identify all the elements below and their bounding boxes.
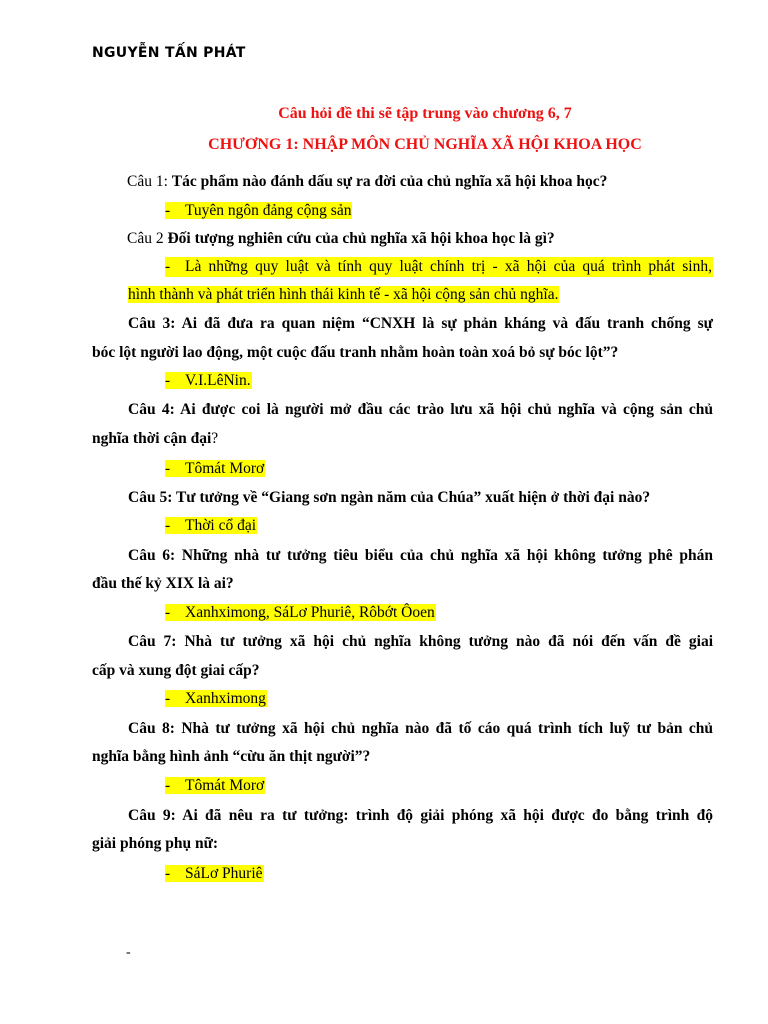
answer-dash: - — [165, 865, 171, 882]
exam-note: Câu hỏi đề thi sẽ tập trung vào chương 6, 7 — [278, 105, 572, 122]
answer-dash: - — [165, 777, 171, 794]
question-6-line-2: đầu thế kỷ XIX là ai? — [92, 575, 234, 592]
question-7-line-2: cấp và xung đột giai cấp? — [92, 662, 260, 679]
question-2 — [127, 229, 555, 249]
question-text: Tác phẩm nào đánh dấu sự ra đời của chủ nghĩa xã hội khoa học? — [171, 173, 608, 190]
answer-dash: - — [165, 517, 171, 534]
answer-dash: - — [165, 604, 171, 621]
answer-text: Tuyên ngôn đảng cộng sản — [185, 202, 352, 219]
answer-text: Thời cổ đại — [185, 517, 257, 534]
question-1 — [127, 172, 607, 192]
answer-dash: - — [165, 372, 171, 389]
stray-dash: - — [126, 945, 131, 960]
answer-text: V.I.LêNin. — [185, 372, 251, 389]
answer-5 — [165, 516, 257, 536]
question-6-line-1: Câu 6: Những nhà tư tưởng tiêu biểu của chủ nghĩa xã hội không tưởng phê phán — [128, 547, 713, 564]
answer-dash: - — [165, 202, 171, 219]
question-label: Câu 1: — [127, 173, 168, 190]
answer-dash: - — [165, 460, 171, 477]
question-4-line-2 — [92, 429, 218, 449]
answer-2-line-2 — [128, 285, 559, 305]
answer-text: Tômát Morơ — [185, 777, 265, 794]
answer-9 — [165, 864, 264, 884]
answer-text: Xanhximong — [185, 690, 266, 707]
answer-1 — [165, 201, 352, 221]
question-5-line-1: Câu 5: Tư tưởng về “Giang sơn ngàn năm của Chúa” xuất hiện ở thời đại nào? — [128, 489, 651, 506]
answer-dash: - — [165, 258, 171, 275]
question-4-line-1: Câu 4: Ai được coi là người mở đầu các trào lưu xã hội chủ nghĩa và cộng sản chủ — [128, 401, 713, 418]
answer-text: hình thành và phát triển hình thái kinh tế - xã hội cộng sản chủ nghĩa. — [128, 286, 559, 303]
answer-8 — [165, 776, 265, 796]
answer-2-line-1 — [165, 257, 713, 277]
question-3-line-2: bóc lột người lao động, một cuộc đấu tranh nhằm hoàn toàn xoá bỏ sự bóc lột”? — [92, 344, 619, 361]
question-9-line-1: Câu 9: Ai đã nêu ra tư tưởng: trình độ giải phóng xã hội được đo bằng trình độ — [128, 807, 713, 824]
question-text: nghĩa thời cận đại — [92, 430, 212, 447]
question-text: Đối tượng nghiên cứu của chủ nghĩa xã hội khoa học là gì? — [167, 230, 555, 247]
answer-3 — [165, 371, 252, 391]
answer-dash: - — [165, 690, 171, 707]
author-name: NGUYỄN TẤN PHÁT — [92, 45, 246, 61]
answer-text: Xanhximong, SáLơ Phuriê, Rôbớt Ôoen — [185, 604, 435, 621]
question-8-line-1: Câu 8: Nhà tư tưởng xã hội chủ nghĩa nào đã tố cáo quá trình tích luỹ tư bản chủ — [128, 720, 713, 737]
question-mark: ? — [211, 430, 219, 447]
chapter-title: CHƯƠNG 1: NHẬP MÔN CHỦ NGHĨA XÃ HỘI KHOA HỌC — [208, 136, 642, 153]
answer-6 — [165, 603, 436, 623]
answer-4 — [165, 459, 265, 479]
answer-text: SáLơ Phuriê — [185, 865, 263, 882]
answer-text: Là những quy luật và tính quy luật chính trị - xã hội của quá trình phát sinh, — [185, 258, 712, 275]
question-label: Câu 2 — [127, 230, 164, 247]
question-9-line-2: giải phóng phụ nữ: — [92, 835, 219, 852]
answer-7 — [165, 689, 267, 709]
answer-text: Tômát Morơ — [185, 460, 265, 477]
question-8-line-2: nghĩa bằng hình ảnh “cừu ăn thịt người”? — [92, 748, 371, 765]
question-3-line-1: Câu 3: Ai đã đưa ra quan niệm “CNXH là sự phản kháng và đấu tranh chống sự — [128, 315, 713, 332]
question-7-line-1: Câu 7: Nhà tư tưởng xã hội chủ nghĩa không tưởng nào đã nói đến vấn đề giai — [128, 633, 713, 650]
